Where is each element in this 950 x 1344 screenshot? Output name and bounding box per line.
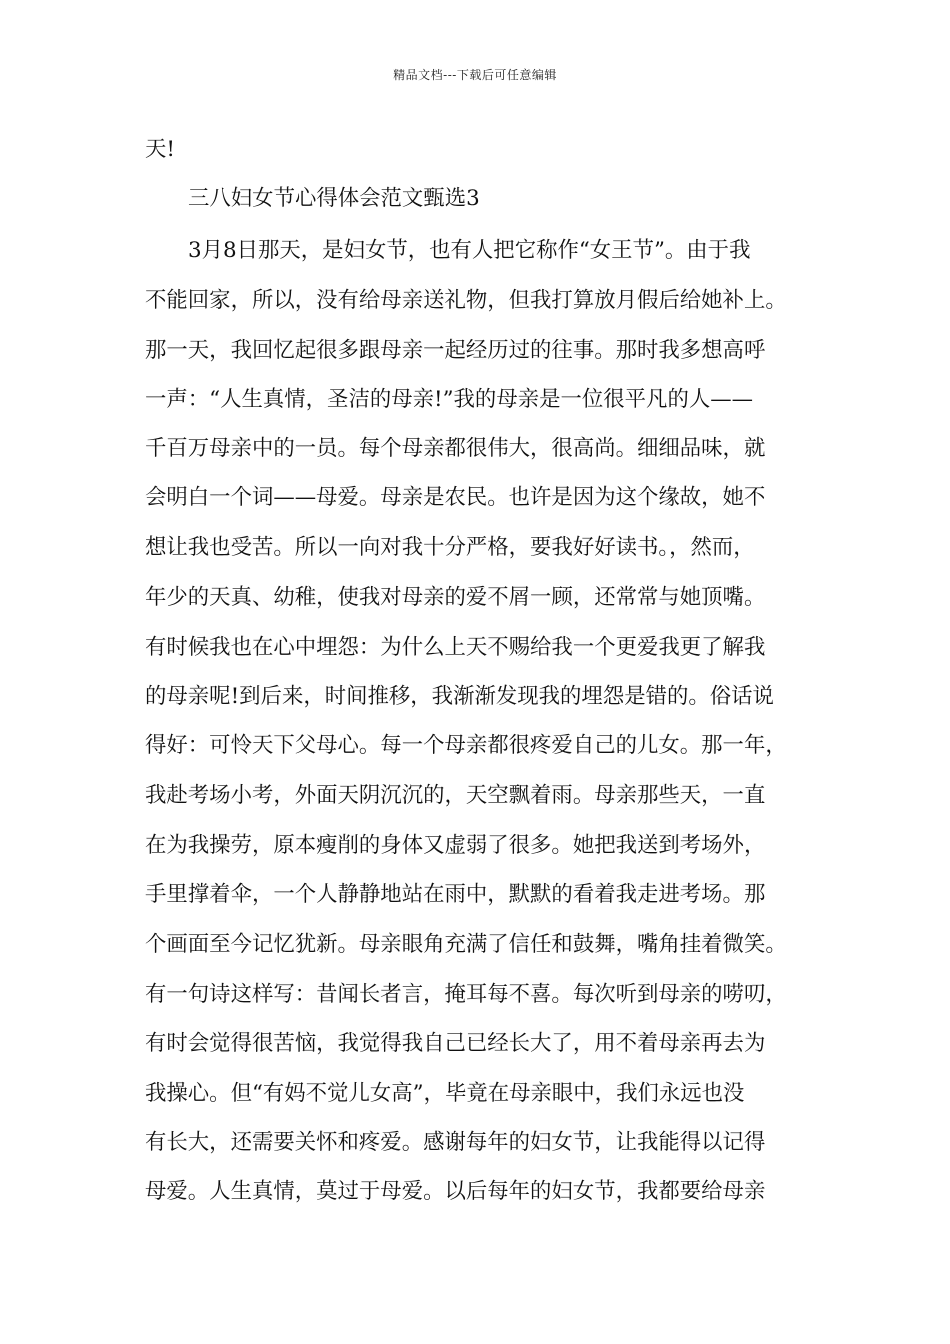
text-line: 得好：可怜天下父母心。每一个母亲都很疼爱自己的儿女。那一年， (145, 733, 787, 758)
text-line: 有时会觉得很苦恼，我觉得我自己已经长大了，用不着母亲再去为 (145, 1031, 766, 1056)
text-line: 3月8日那天，是妇女节，也有人把它称作“女王节”。由于我 (188, 238, 751, 263)
text-line: 一声：“人生真情，圣洁的母亲!”我的母亲是一位很平凡的人—— (145, 387, 754, 412)
text-line: 想让我也受苦。所以一向对我十分严格，要我好好读书。，然而， (145, 535, 755, 560)
text-line: 那一天，我回忆起很多跟母亲一起经历过的往事。那时我多想高呼 (145, 338, 766, 363)
text-line: 我赴考场小考，外面天阴沉沉的，天空飘着雨。母亲那些天，一直 (145, 783, 766, 808)
text-line: 我操心。但“有妈不觉儿女高”，毕竟在母亲眼中，我们永远也没 (145, 1081, 745, 1106)
text-line: 不能回家，所以，没有给母亲送礼物，但我打算放月假后给她补上。 (145, 288, 787, 313)
text-line: 有一句诗这样写：昔闻长者言，掩耳每不喜。每次听到母亲的唠叨， (145, 982, 787, 1007)
text-line: 个画面至今记忆犹新。母亲眼角充满了信任和鼓舞，嘴角挂着微笑。 (145, 932, 787, 957)
text-line: 在为我操劳，原本瘦削的身体又虚弱了很多。她把我送到考场外， (145, 833, 766, 858)
text-line: 千百万母亲中的一员。每个母亲都很伟大，很高尚。细细品味，就 (145, 436, 766, 461)
page-header: 精品文档---下载后可任意编辑 (393, 68, 557, 82)
text-line: 天! (145, 137, 175, 162)
text-line: 有时候我也在心中埋怨：为什么上天不赐给我一个更爱我更了解我 (145, 635, 766, 660)
text-line: 的母亲呢!到后来，时间推移，我渐渐发现我的埋怨是错的。俗话说 (145, 684, 774, 709)
text-line: 手里撑着伞，一个人静静地站在雨中，默默的看着我走进考场。那 (145, 882, 766, 907)
text-line: 年少的天真、幼稚，使我对母亲的爱不屑一顾，还常常与她顶嘴。 (145, 585, 766, 610)
section-title: 三八妇女节心得体会范文甄选3 (188, 186, 480, 211)
text-line: 母爱。人生真情，莫过于母爱。以后每年的妇女节，我都要给母亲 (145, 1179, 766, 1204)
text-line: 有长大，还需要关怀和疼爱。感谢每年的妇女节，让我能得以记得 (145, 1130, 766, 1155)
text-line: 会明白一个词——母爱。母亲是农民。也许是因为这个缘故，她不 (145, 485, 766, 510)
